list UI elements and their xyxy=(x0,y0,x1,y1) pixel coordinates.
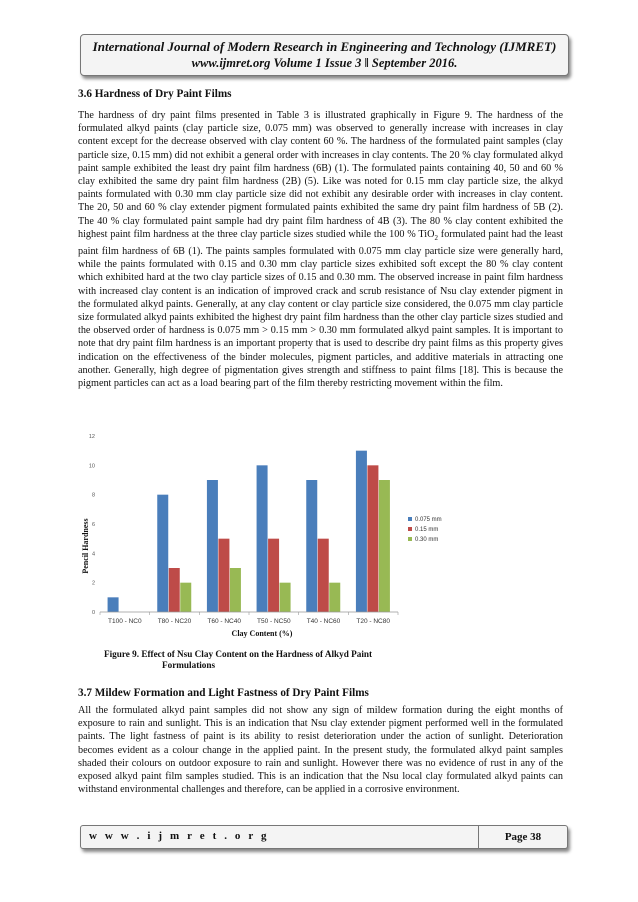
legend-label: 0.15 mm xyxy=(415,527,439,533)
bar-0-15-mm-3 xyxy=(268,539,279,612)
bar-0-30-mm-3 xyxy=(280,583,291,612)
bar-0-075-mm-3 xyxy=(257,465,268,612)
bar-0-15-mm-1 xyxy=(169,568,180,612)
legend-label: 0.075 mm xyxy=(415,517,442,523)
figure-caption xyxy=(104,649,404,671)
x-axis xyxy=(100,612,398,625)
y-axis-title: Pencil Hardness xyxy=(81,518,90,574)
y-tick-label: 6 xyxy=(91,522,95,528)
x-category-label: T20 - NC80 xyxy=(356,618,390,625)
legend-label: 0.30 mm xyxy=(415,537,439,543)
bar-0-15-mm-4 xyxy=(318,539,329,612)
x-category-label: T40 - NC60 xyxy=(306,618,341,625)
journal-issue: www.ijmret.org Volume 1 Issue 3 ǁ September 2016. xyxy=(191,56,458,70)
bar-0-30-mm-1 xyxy=(180,583,191,612)
legend-swatch xyxy=(408,527,412,531)
bar-0-075-mm-2 xyxy=(207,480,218,612)
y-tick-label: 4 xyxy=(91,551,95,558)
y-tick-label: 2 xyxy=(91,580,95,587)
bars-group xyxy=(108,451,390,612)
bar-0-075-mm-4 xyxy=(306,480,317,612)
bar-0-30-mm-4 xyxy=(329,583,340,612)
section-heading-3-6: 3.6 Hardness of Dry Paint Films xyxy=(78,88,232,100)
paragraph-text-part1: The hardness of dry paint films presented in Table 3 is illustrated graphically in Figure 9. The hardness of the formulated alkyd paints (clay particle size, 0.075 mm) was observed to generally increase with increases in clay content except for the decrease observed with clay content 60 %. The hardness of the formulated paint samples (clay particle size, 0.15 mm) did not exhibit a general order with increases in clay contents. The 20 % clay formulated alkyd paint sample exhibited the least dry paint film hardness (6B) (1). The formulated paints containing 40, 50 and 60 % clay exhibited the same dry paint film hardness (2B) (5). Like was noted for 0.15 mm clay particle size, the alkyd paints formulated with 0.30 mm clay particle size did not exhibit any desirable order with increases in clay content. The 20, 50 and 60 % clay extender pigment formulated paints exhibited the same dry paint film hardness of 5B (2). The 40 % clay formulated paint sample had dry paint film hardness of 4B (3). The 80 % clay content exhibited the highest paint film hardness at the three clay particle sizes studied while the 100 % TiO xyxy=(78,110,563,240)
bar-0-15-mm-2 xyxy=(218,539,229,612)
y-tick-label: 8 xyxy=(91,492,95,499)
bar-0-075-mm-5 xyxy=(356,451,367,612)
paragraph-text-part2: formulated paint had the least paint film hardness of 6B (1). The paints samples formulated with 0.075 mm clay particle size were generally hard, while the paints formulated with 0.15 and 0.30 mm clay particle sizes exhibited soft except the 80 % clay content which exhibited hard at the two clay particle sizes of 0.15 and 0.30 mm. The observed increase in paint film hardness with increased clay content is an indication of improved crack and scrub resistance of Nsu clay extender pigment in the formulated alkyd paints. Generally, at any clay content or clay particle size considered, the 0.075 mm clay particle size formulated alkyd paints exhibited the highest dry paint film hardness than the other clay particle sizes studied and the observed order of hardness is 0.075 mm > 0.15 mm > 0.30 mm formulated alkyd paint samples. It is important to note that dry paint film hardness is an important property that is used to describe dry paint films as this property gives indication on the effectiveness of the binder molecules, pigment particles, and additive materials in attracting one another. Generally, high degree of pigmentation gives strength and stiffness to paint films [18]. This is because the pigment particles can act as a load bearing part of the film thereby restricting movement within the film. xyxy=(78,228,563,390)
bar-0-30-mm-2 xyxy=(230,568,241,612)
figure-caption-line1: Figure 9. Effect of Nsu Clay Content on the Hardness of Alkyd Paint xyxy=(104,649,373,659)
bar-0-075-mm-0 xyxy=(108,597,119,612)
section-3-7-paragraph: All the formulated alkyd paint samples did not show any sign of mildew formation during the eight months of exposure to rain and sunlight. This is an indication that Nsu clay extender pigment performed well in the formulated paints. The light fastness of paint is its ability to resist deterioration under the action of sunlight. Deterioration becomes evident as a colour change in the applied paint. In the present study, the formulated alkyd paint samples shaded their colours on outdoor exposure to rain and sunlight. However there was no evidence of rust in any of the exposed alkyd paint film samples studied. This is an indication that the Nsu local clay formulated alkyd paints can withstand environmental challenges and therefore, can be applied in a corrosive environment. xyxy=(78,705,563,796)
page-footer xyxy=(80,825,568,849)
bar-0-15-mm-5 xyxy=(367,465,378,612)
journal-title: International Journal of Modern Research in Engineering and Technology (IJMRET) xyxy=(92,39,557,54)
y-tick-label: 0 xyxy=(91,610,95,616)
footer-website: w w w . i j m r e t . o r g xyxy=(89,830,270,842)
x-category-label: T80 - NC20 xyxy=(157,618,192,625)
y-tick-label: 12 xyxy=(88,434,95,440)
section-heading-3-7: 3.7 Mildew Formation and Light Fastness of Dry Paint Films xyxy=(78,687,369,699)
x-category-label: T50 - NC50 xyxy=(257,618,291,625)
hardness-bar-chart xyxy=(78,426,458,646)
x-category-label: T100 - NC0 xyxy=(108,618,142,625)
journal-header xyxy=(80,34,569,76)
tio2-subscript: 2 xyxy=(434,233,438,242)
bar-0-075-mm-1 xyxy=(157,495,168,612)
x-axis-title: Clay Content (%) xyxy=(231,629,293,638)
section-3-6-paragraph xyxy=(78,109,563,390)
x-category-label: T60 - NC40 xyxy=(207,618,241,625)
figure-caption-line2: Formulations xyxy=(162,660,216,670)
y-tick-label: 10 xyxy=(88,463,95,470)
bar-0-30-mm-5 xyxy=(379,480,390,612)
page-number: Page 38 xyxy=(478,826,567,848)
legend-swatch xyxy=(408,517,412,521)
legend-swatch xyxy=(408,537,412,541)
chart-legend xyxy=(408,517,442,543)
